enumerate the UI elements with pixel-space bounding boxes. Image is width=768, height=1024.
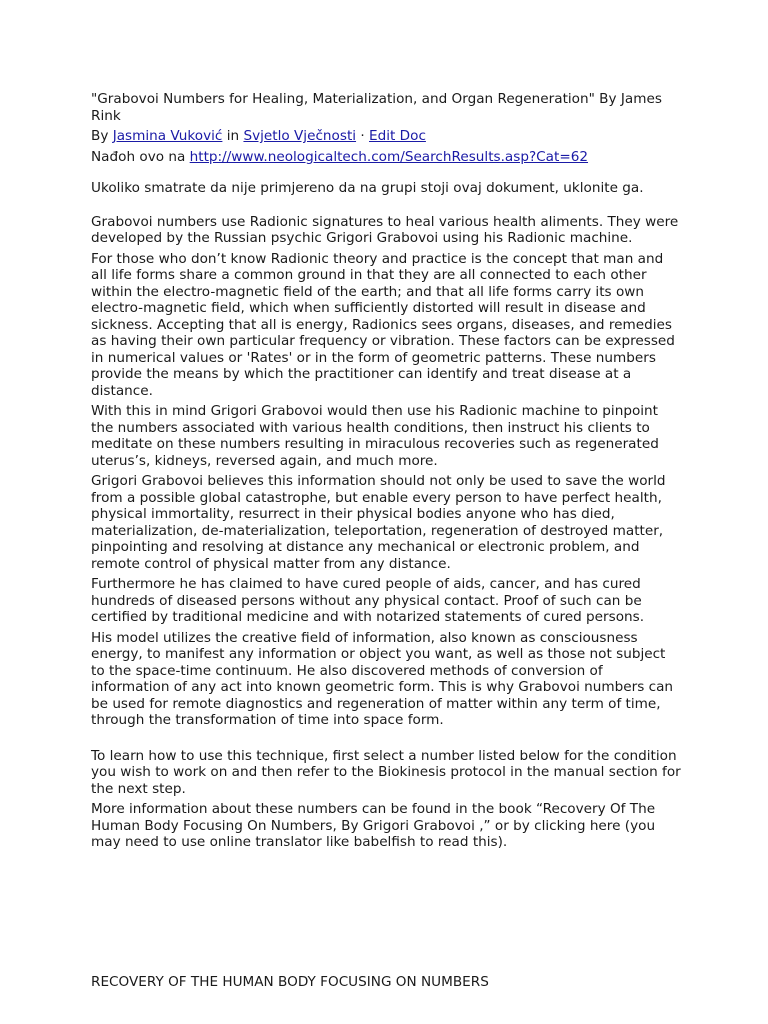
paragraph: Furthermore he has claimed to have cured people of aids, cancer, and has cured hundreds of diseased persons without any physical contact. Proof of such can be certified by traditional medicine and with notarized statements of cured persons. bbox=[91, 576, 645, 625]
source-url-link[interactable]: http://www.neologicaltech.com/SearchResults.asp?Cat=62 bbox=[189, 148, 589, 165]
removal-notice: Ukoliko smatrate da nije primjereno da na grupi stoji ovaj dokument, uklonite ga. bbox=[91, 180, 644, 196]
document-title: "Grabovoi Numbers for Healing, Materialization, and Organ Regeneration" By James Rink bbox=[91, 91, 662, 124]
document-body bbox=[91, 91, 683, 851]
paragraph: Grabovoi numbers use Radionic signatures to heal various health aliments. They were developed by the Russian psychic Grigori Grabovoi using his Radionic machine. bbox=[91, 213, 679, 246]
author-link[interactable]: Jasmina Vuković bbox=[112, 128, 223, 144]
byline-separator: · bbox=[356, 128, 370, 144]
paragraph: For those who don’t know Radionic theory and practice is the concept that man and all life forms share a common ground in that they are all connected to each other within the electro-magnetic field of the earth; and that all life forms carry its own electro-magnetic field, which when sufficiently distorted will result in disease and sickness. Accepting that all is energy, Radionics sees organs, diseases, and remedies as having their own particular frequency or vibration. These factors can be expressed in numerical values or 'Rates' or in the form of geometric patterns. These numbers provide the means by which the practitioner can identify and treat disease at a distance. bbox=[91, 250, 675, 399]
byline-by: By bbox=[91, 128, 113, 144]
byline-in: in bbox=[222, 128, 244, 144]
source-line bbox=[91, 149, 683, 166]
paragraph: His model utilizes the creative field of information, also known as consciousness energy, to manifest any information or object you want, as well as those not subject to the space-time continuum. He also discovered methods of conversion of information of any act into known geometric form. This is why Grabovoi numbers can be used for remote diagnostics and regeneration of matter within any term of time, through the transformation of time into space form. bbox=[91, 629, 674, 728]
paragraph: With this in mind Grigori Grabovoi would then use his Radionic machine to pinpoint the numbers associated with various health conditions, then instruct his clients to meditate on these numbers resulting in miraculous recoveries such as regenerated uterus’s, kidneys, reversed again, and much more. bbox=[91, 403, 659, 469]
paragraph: Grigori Grabovoi believes this information should not only be used to save the world from a possible global catastrophe, but enable every person to have perfect health, physical immortality, resurrect in their physical bodies anyone who has died, materialization, de-materialization, teleportation, regeneration of destroyed matter, pinpointing and resolving at distance any mechanical or electronic problem, and remote control of physical matter from any distance. bbox=[91, 473, 666, 572]
byline bbox=[91, 128, 683, 145]
group-link[interactable]: Svjetlo Vječnosti bbox=[243, 128, 357, 144]
instructions-paragraph: More information about these numbers can be found in the book “Recovery Of The Human Body Focusing On Numbers, By Grigori Grabovoi ,” or by clicking here (you may need to use online translator like babelfish to read this). bbox=[91, 801, 656, 850]
section-heading: RECOVERY OF THE HUMAN BODY FOCUSING ON NUMBERS bbox=[91, 974, 489, 990]
source-prefix: Nađoh ovo na bbox=[91, 148, 190, 165]
edit-doc-link[interactable]: Edit Doc bbox=[369, 128, 426, 144]
instructions-paragraph: To learn how to use this technique, first select a number listed below for the condition you wish to work on and then refer to the Biokinesis protocol in the manual section for the next step. bbox=[91, 747, 681, 797]
